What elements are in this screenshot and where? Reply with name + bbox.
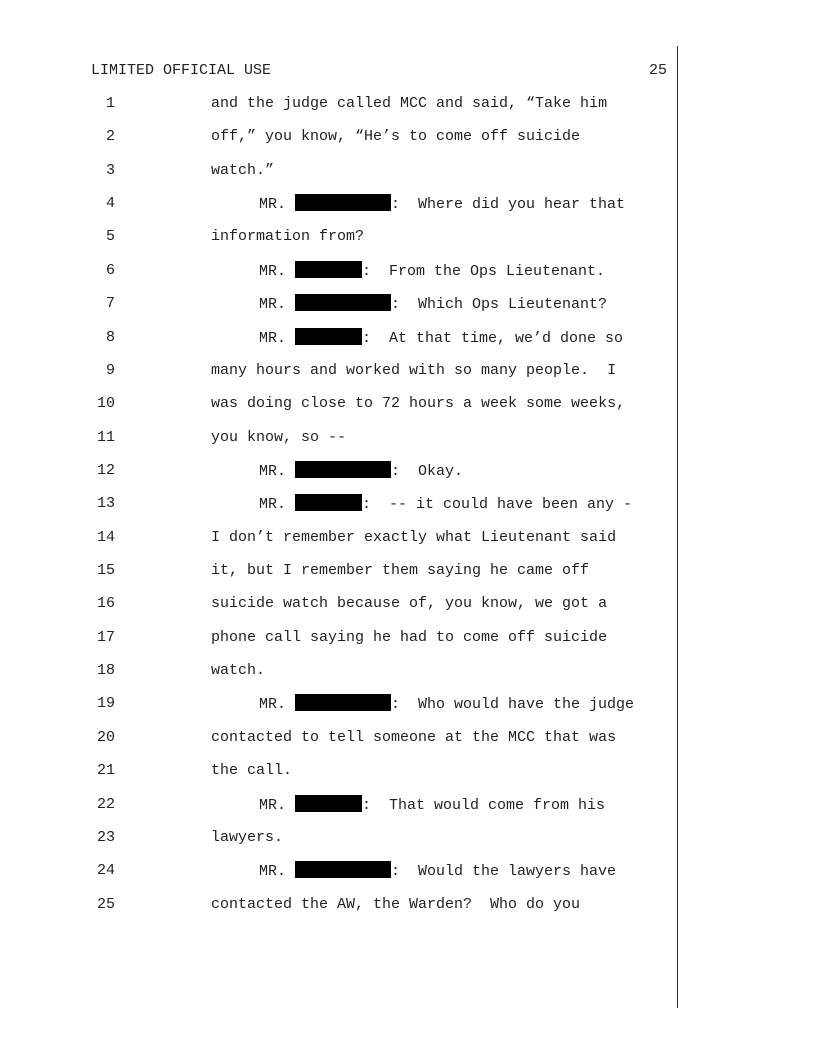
line-number: 8 bbox=[105, 328, 115, 346]
speaker-text: : From the Ops Lieutenant. bbox=[362, 262, 606, 280]
transcript-lines bbox=[0, 94, 816, 928]
transcript-line bbox=[0, 261, 816, 294]
line-text: phone call saying he had to come off suicide bbox=[211, 628, 608, 646]
line-text: watch. bbox=[211, 662, 266, 680]
redaction-box bbox=[295, 461, 391, 478]
transcript-line bbox=[0, 461, 816, 494]
line-text: it, but I remember them saying he came off bbox=[211, 562, 590, 580]
speaker-line bbox=[259, 194, 625, 215]
transcript-line bbox=[0, 194, 816, 227]
redaction-box bbox=[295, 294, 391, 311]
speaker-label: MR. bbox=[259, 863, 296, 881]
speaker-text: : Would the lawyers have bbox=[391, 863, 617, 881]
line-number: 12 bbox=[96, 461, 115, 479]
transcript-line bbox=[0, 428, 816, 461]
line-text: lawyers. bbox=[211, 828, 284, 846]
redaction-box bbox=[295, 261, 362, 278]
speaker-line bbox=[259, 861, 616, 882]
transcript-line bbox=[0, 628, 816, 661]
transcript-line bbox=[0, 361, 816, 394]
line-number: 18 bbox=[96, 662, 115, 680]
transcript-line bbox=[0, 694, 816, 727]
line-text: and the judge called MCC and said, “Take him bbox=[211, 95, 608, 112]
speaker-text: : That would come from his bbox=[362, 796, 606, 814]
transcript-line bbox=[0, 795, 816, 828]
speaker-text: : Okay. bbox=[391, 462, 464, 480]
line-number: 23 bbox=[96, 828, 115, 846]
transcript-line bbox=[0, 294, 816, 327]
speaker-line bbox=[259, 261, 605, 282]
speaker-text: : Which Ops Lieutenant? bbox=[391, 296, 608, 314]
speaker-text: : Who would have the judge bbox=[391, 696, 635, 714]
page-number: 25 bbox=[648, 62, 667, 79]
line-number: 10 bbox=[96, 395, 115, 413]
transcript-line bbox=[0, 661, 816, 694]
transcript-line bbox=[0, 528, 816, 561]
line-text: I don’t remember exactly what Lieutenant said bbox=[211, 528, 617, 546]
line-text: was doing close to 72 hours a week some weeks, bbox=[211, 395, 626, 413]
line-number: 25 bbox=[96, 895, 115, 913]
line-number: 11 bbox=[96, 428, 115, 446]
speaker-label: MR. bbox=[259, 329, 296, 347]
line-number: 13 bbox=[96, 495, 115, 513]
redaction-box bbox=[295, 328, 362, 345]
speaker-line bbox=[259, 494, 632, 515]
line-number: 6 bbox=[105, 261, 115, 279]
line-number: 15 bbox=[96, 562, 115, 580]
speaker-label: MR. bbox=[259, 462, 296, 480]
speaker-line bbox=[259, 328, 623, 349]
line-number: 24 bbox=[96, 862, 115, 880]
speaker-text: : At that time, we’d done so bbox=[362, 329, 624, 347]
line-number: 3 bbox=[105, 161, 115, 179]
transcript-line bbox=[0, 828, 816, 861]
line-text: you know, so -- bbox=[211, 428, 347, 446]
line-text: contacted to tell someone at the MCC that was bbox=[211, 728, 617, 746]
redaction-box bbox=[295, 795, 362, 812]
transcript-line bbox=[0, 594, 816, 627]
transcript-line bbox=[0, 394, 816, 427]
line-text: the call. bbox=[211, 762, 293, 780]
speaker-line bbox=[259, 795, 605, 816]
line-number: 5 bbox=[105, 228, 115, 246]
line-text: suicide watch because of, you know, we got a bbox=[211, 595, 608, 613]
line-number: 21 bbox=[96, 762, 115, 780]
speaker-label: MR. bbox=[259, 262, 296, 280]
speaker-text: : Where did you hear that bbox=[391, 196, 626, 214]
line-text: off,” you know, “He’s to come off suicide bbox=[211, 128, 581, 146]
speaker-label: MR. bbox=[259, 496, 296, 514]
line-number: 14 bbox=[96, 528, 115, 546]
speaker-line bbox=[259, 294, 607, 315]
line-number: 1 bbox=[105, 95, 115, 112]
speaker-line bbox=[259, 461, 463, 482]
line-number: 22 bbox=[96, 795, 115, 813]
transcript-line bbox=[0, 161, 816, 194]
transcript-line bbox=[0, 861, 816, 894]
transcript-line bbox=[0, 94, 816, 127]
speaker-label: MR. bbox=[259, 796, 296, 814]
line-number: 16 bbox=[96, 595, 115, 613]
redaction-box bbox=[295, 861, 391, 878]
speaker-text: : -- it could have been any - bbox=[362, 496, 633, 514]
redaction-box bbox=[295, 494, 362, 511]
redaction-box bbox=[295, 694, 391, 711]
transcript-line bbox=[0, 895, 816, 928]
transcript-line bbox=[0, 328, 816, 361]
transcript-line bbox=[0, 728, 816, 761]
line-number: 4 bbox=[105, 195, 115, 213]
line-number: 17 bbox=[96, 628, 115, 646]
line-text: many hours and worked with so many people. I bbox=[211, 361, 617, 379]
speaker-label: MR. bbox=[259, 696, 296, 714]
line-number: 2 bbox=[105, 128, 115, 146]
speaker-label: MR. bbox=[259, 196, 296, 214]
line-number: 20 bbox=[96, 728, 115, 746]
transcript-line bbox=[0, 561, 816, 594]
line-number: 9 bbox=[105, 361, 115, 379]
transcript-line bbox=[0, 127, 816, 160]
line-text: information from? bbox=[211, 228, 365, 246]
classification-header: LIMITED OFFICIAL USE bbox=[91, 62, 272, 79]
line-number: 7 bbox=[105, 295, 115, 313]
line-text: contacted the AW, the Warden? Who do you bbox=[211, 895, 581, 913]
redaction-box bbox=[295, 194, 391, 211]
speaker-label: MR. bbox=[259, 296, 296, 314]
line-text: watch.” bbox=[211, 161, 275, 179]
transcript-line bbox=[0, 761, 816, 794]
transcript-line bbox=[0, 227, 816, 260]
line-number: 19 bbox=[96, 695, 115, 713]
transcript-line bbox=[0, 494, 816, 527]
speaker-line bbox=[259, 694, 634, 715]
